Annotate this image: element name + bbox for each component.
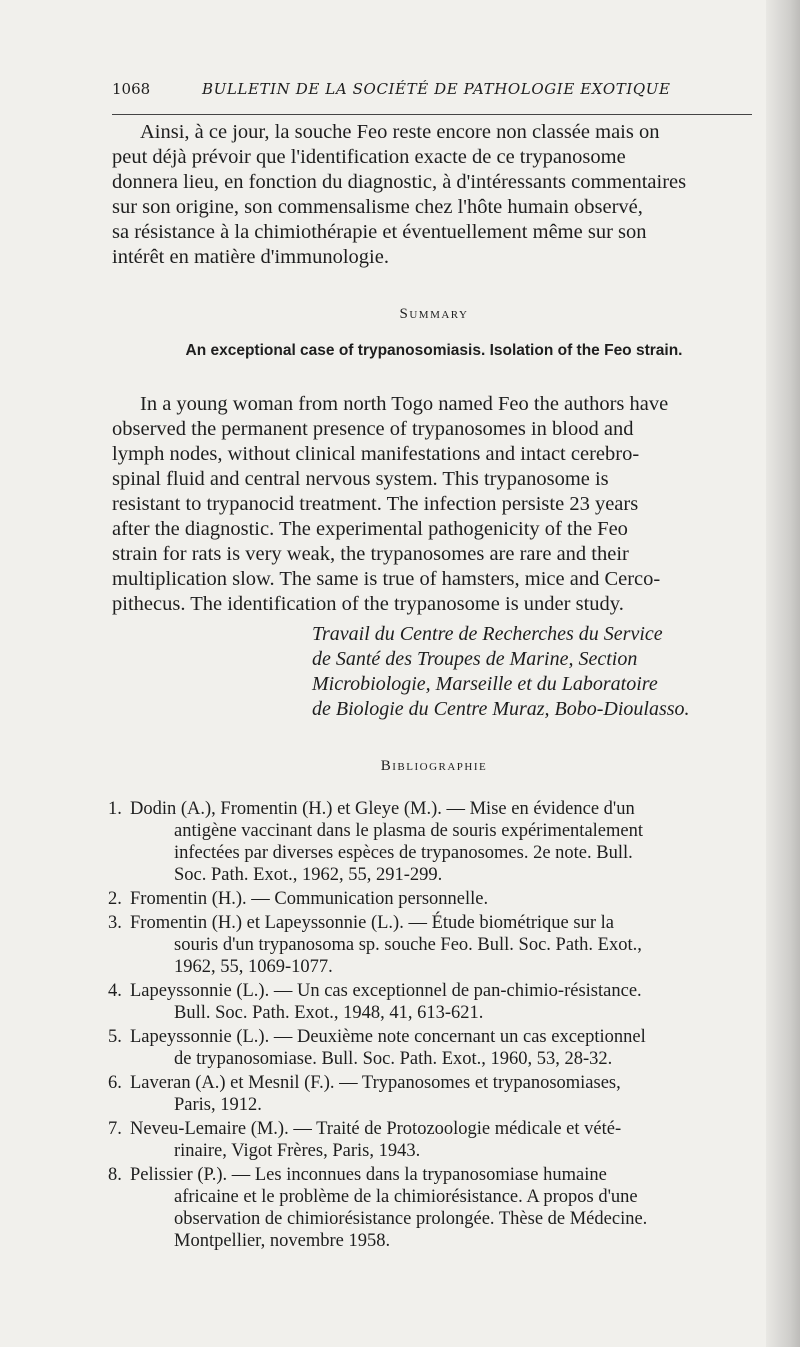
bibliography-entry <box>108 1072 768 1116</box>
bibliography-entry <box>108 888 768 910</box>
text-line: multiplication slow. The same is true of hamsters, mice and Cerco- <box>112 568 661 590</box>
text-line: Ainsi, à ce jour, la souche Feo reste encore non classée mais on <box>140 121 660 143</box>
text-line: intérêt en matière d'immunologie. <box>112 246 389 268</box>
bibliography-list <box>108 798 768 1254</box>
entry-line: antigène vaccinant dans le plasma de souris expérimentalement <box>174 821 644 841</box>
bibliography-entry <box>108 980 768 1024</box>
text-line: sur son origine, son commensalisme chez l'hôte humain observé, <box>112 196 643 218</box>
entry-line: souris d'un trypanosoma sp. souche Feo. Bull. Soc. Path. Exot., <box>174 935 642 955</box>
entry-line: Fromentin (H.). — Communication personnelle. <box>130 889 489 909</box>
text-line: strain for rats is very weak, the trypanosomes are rare and their <box>112 543 629 565</box>
text-line: In a young woman from north Togo named Feo the authors have <box>140 393 669 415</box>
credit-line: Microbiologie, Marseille et du Laboratoire <box>312 673 658 695</box>
entry-line: infectées par diverses espèces de trypanosomes. 2e note. Bull. <box>174 843 633 863</box>
institution-credit <box>312 622 772 722</box>
bibliography-entry <box>108 1118 768 1162</box>
entry-line: 1962, 55, 1069-1077. <box>174 957 333 977</box>
bibliography-entry <box>108 1026 768 1070</box>
bibliography-entry <box>108 912 768 978</box>
text-line: lymph nodes, without clinical manifestations and intact cerebro- <box>112 443 640 465</box>
text-line: donnera lieu, en fonction du diagnostic, à d'intéressants commentaires <box>112 171 687 193</box>
entry-line: Soc. Path. Exot., 1962, 55, 291-299. <box>174 865 443 885</box>
entry-number: 6. <box>108 1073 122 1093</box>
entry-line: de trypanosomiase. Bull. Soc. Path. Exot., 1960, 53, 28-32. <box>174 1049 613 1069</box>
entry-number: 1. <box>108 799 122 819</box>
entry-line: Dodin (A.), Fromentin (H.) et Gleye (M.). — Mise en évidence d'un <box>130 799 635 819</box>
entry-number: 8. <box>108 1165 122 1185</box>
bibliography-entry <box>108 1164 768 1252</box>
page-number: 1068 <box>112 80 151 98</box>
entry-number: 4. <box>108 981 122 1001</box>
entry-line: africaine et le problème de la chimiorésistance. A propos d'une <box>174 1187 638 1207</box>
entry-line: rinaire, Vigot Frères, Paris, 1943. <box>174 1141 421 1161</box>
summary-heading: Summary <box>399 306 469 322</box>
entry-line: Paris, 1912. <box>174 1095 262 1115</box>
entry-number: 2. <box>108 889 122 909</box>
running-title: BULLETIN DE LA SOCIÉTÉ DE PATHOLOGIE EXOTIQUE <box>202 80 671 98</box>
bibliography-entry <box>108 798 768 886</box>
entry-number: 3. <box>108 913 122 933</box>
intro-paragraph <box>112 120 756 270</box>
entry-line: Pelissier (P.). — Les inconnues dans la trypanosomiase humaine <box>130 1165 607 1185</box>
entry-line: Laveran (A.) et Mesnil (F.). — Trypanosomes et trypanosomiases, <box>130 1073 621 1093</box>
entry-line: Neveu-Lemaire (M.). — Traité de Protozoologie médicale et vété- <box>130 1119 622 1139</box>
entry-line: observation de chimiorésistance prolongée. Thèse de Médecine. <box>174 1209 648 1229</box>
entry-line: Fromentin (H.) et Lapeyssonnie (L.). — Étude biométrique sur la <box>130 913 614 933</box>
summary-title: An exceptional case of trypanosomiasis. Isolation of the Feo strain. <box>185 342 683 359</box>
text-line: sa résistance à la chimiothérapie et éventuellement même sur son <box>112 221 647 243</box>
credit-line: Travail du Centre de Recherches du Service <box>312 623 663 645</box>
credit-line: de Biologie du Centre Muraz, Bobo-Dioulasso. <box>312 698 690 720</box>
entry-number: 7. <box>108 1119 122 1139</box>
text-line: observed the permanent presence of trypanosomes in blood and <box>112 418 634 440</box>
text-line: after the diagnostic. The experimental pathogenicity of the Feo <box>112 518 628 540</box>
bibliography-heading: Bibliographie <box>380 758 488 774</box>
text-line: spinal fluid and central nervous system. This trypanosome is <box>112 468 609 490</box>
header-rule <box>112 114 752 115</box>
text-line: pithecus. The identification of the trypanosome is under study. <box>112 593 624 615</box>
entry-line: Montpellier, novembre 1958. <box>174 1231 391 1251</box>
entry-number: 5. <box>108 1027 122 1047</box>
credit-line: de Santé des Troupes de Marine, Section <box>312 648 638 670</box>
text-line: peut déjà prévoir que l'identification exacte de ce trypanosome <box>112 146 626 168</box>
entry-line: Lapeyssonnie (L.). — Un cas exceptionnel de pan-chimio-résistance. <box>130 981 642 1001</box>
entry-line: Bull. Soc. Path. Exot., 1948, 41, 613-621. <box>174 1003 484 1023</box>
entry-line: Lapeyssonnie (L.). — Deuxième note concernant un cas exceptionnel <box>130 1027 646 1047</box>
running-header <box>112 80 752 106</box>
text-line: resistant to trypanocid treatment. The infection persiste 23 years <box>112 493 639 515</box>
summary-paragraph <box>112 392 756 617</box>
